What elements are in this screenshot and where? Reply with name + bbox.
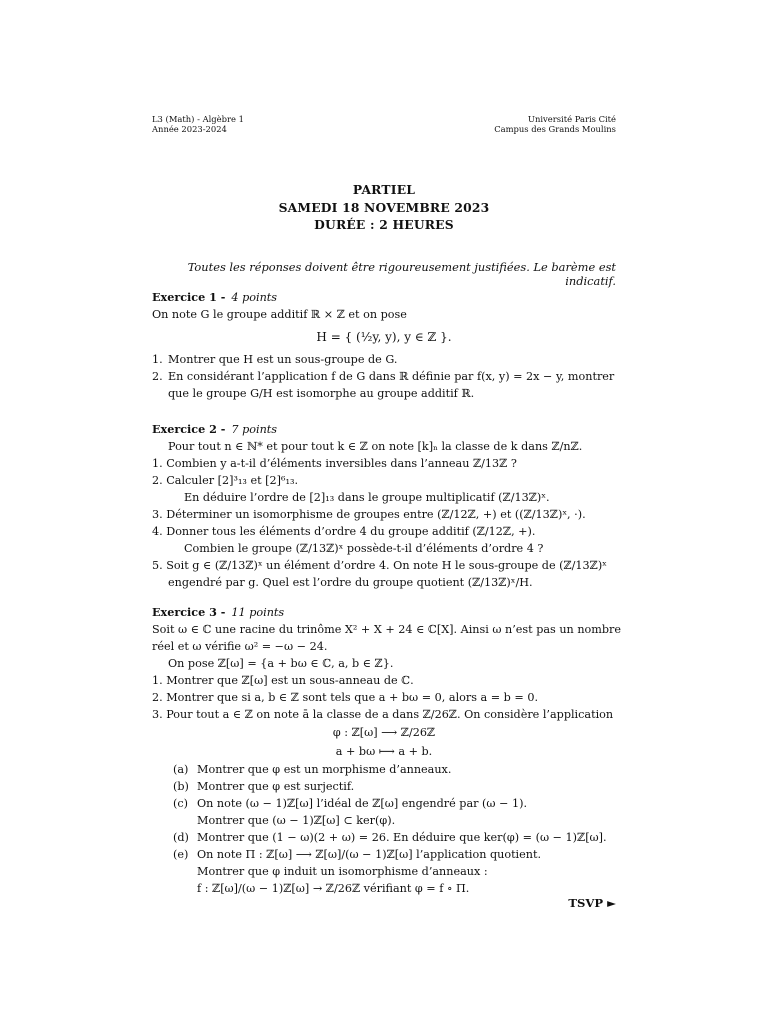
exercise-2-q5: 5. Soit g ∈ (ℤ/13ℤ)ˣ un élément d’ordre 4. On note H le sous-groupe de (ℤ/13ℤ)ˣ	[152, 559, 607, 572]
part-d-text: Montrer que (1 − ω)(2 + ω) = 26. En déduire que ker(φ) = (ω − 1)ℤ[ω].	[197, 831, 607, 844]
title-line-2: SAMEDI 18 NOVEMBRE 2023	[278, 199, 490, 215]
part-c-label: (c)	[173, 797, 188, 810]
exercise-1-q2-line2: que le groupe G/H est isomorphe au groupe additif ℝ.	[168, 387, 475, 400]
exercise-3-title: Exercice 3 -	[152, 605, 226, 619]
exercise-2-q3: 3. Déterminer un isomorphisme de groupes entre (ℤ/12ℤ, +) et ((ℤ/13ℤ)ˣ, ·).	[152, 508, 586, 521]
part-b-label: (b)	[173, 780, 189, 793]
exercise-2-q2: 2. Calculer [2]³₁₃ et [2]⁶₁₃.	[152, 474, 299, 487]
exercise-3-map-line1: φ : ℤ[ω] ⟶ ℤ/26ℤ	[332, 726, 436, 739]
campus-label: Campus des Grands Moulins	[494, 124, 616, 134]
exercise-2-q2-continued: En déduire l’ordre de [2]₁₃ dans le groupe multiplicatif (ℤ/13ℤ)ˣ.	[184, 491, 550, 504]
title-line-3: DURÉE : 2 HEURES	[314, 217, 454, 232]
exercise-2-q4: 4. Donner tous les éléments d’ordre 4 du groupe additif (ℤ/12ℤ, +).	[152, 525, 536, 538]
exercise-3-points: 11 points	[231, 606, 285, 619]
header-right	[494, 114, 616, 134]
exercise-2	[152, 421, 616, 591]
exercise-1-q1: Montrer que H est un sous-groupe de G.	[168, 353, 398, 366]
year-label: Année 2023-2024	[152, 124, 227, 134]
exercise-2-statement: Pour tout n ∈ ℕ* et pour tout k ∈ ℤ on note [k]ₙ la classe de k dans ℤ/nℤ.	[168, 440, 583, 453]
title-line-1: PARTIEL	[352, 182, 416, 197]
exercise-1-q2-line1: En considérant l’application f de G dans ℝ définie par f(x, y) = 2x − y, montrer	[168, 370, 615, 383]
part-b-text: Montrer que φ est surjectif.	[197, 780, 355, 793]
intro-text: Toutes les réponses doivent être rigoureusement justifiées. Le barème est indicatif.	[187, 260, 616, 288]
exercise-1-q2-number: 2.	[152, 370, 163, 383]
exercise-2-q1: 1. Combien y a-t-il d’éléments inversibles dans l’anneau ℤ/13ℤ ?	[152, 457, 517, 470]
exam-title	[0, 181, 768, 234]
part-c-text: On note (ω − 1)ℤ[ω] l’idéal de ℤ[ω] engendré par (ω − 1).	[197, 797, 528, 810]
part-a-label: (a)	[173, 763, 189, 776]
exercise-3-definition: On pose ℤ[ω] = {a + bω ∈ ℂ, a, b ∈ ℤ}.	[168, 657, 394, 670]
exercise-3-q3: 3. Pour tout a ∈ ℤ on note ā la classe de a dans ℤ/26ℤ. On considère l’application	[152, 708, 614, 721]
part-e-label: (e)	[173, 848, 189, 861]
part-e-text: On note Π : ℤ[ω] ⟶ ℤ[ω]/(ω − 1)ℤ[ω] l’application quotient.	[197, 848, 542, 861]
header-left	[152, 114, 244, 134]
exercise-2-points: 7 points	[231, 423, 278, 436]
part-c-text-continued: Montrer que (ω − 1)ℤ[ω] ⊂ ker(φ).	[197, 814, 396, 827]
exercise-1-statement: On note G le groupe additif ℝ × ℤ et on pose	[152, 308, 407, 321]
exercise-1	[152, 289, 616, 402]
exercise-2-q4-continued: Combien le groupe (ℤ/13ℤ)ˣ possède-t-il d’éléments d’ordre 4 ?	[184, 542, 544, 555]
exercise-1-points: 4 points	[231, 291, 278, 304]
exercise-3	[152, 604, 622, 897]
exercise-1-q1-number: 1.	[152, 353, 163, 366]
exercise-3-q2: 2. Montrer que si a, b ∈ ℤ sont tels que a + bω = 0, alors a = b = 0.	[152, 691, 539, 704]
turn-page-indicator: TSVP ►	[568, 896, 616, 910]
exercise-3-statement-line1: Soit ω ∈ ℂ une racine du trinôme X² + X + 24 ∈ ℂ[X]. Ainsi ω n’est pas un nombre	[152, 623, 622, 636]
exercise-3-q1: 1. Montrer que ℤ[ω] est un sous-anneau de ℂ.	[152, 674, 414, 687]
course-label: L3 (Math) - Algèbre 1	[152, 114, 244, 124]
part-e-text-line3: f : ℤ[ω]/(ω − 1)ℤ[ω] → ℤ/26ℤ vérifiant φ = f ∘ Π.	[197, 882, 470, 895]
university-label: Université Paris Cité	[527, 114, 616, 124]
exercise-2-title: Exercice 2 -	[152, 422, 226, 436]
exercise-1-formula: H = { (½y, y), y ∈ ℤ }.	[316, 330, 452, 344]
exercise-3-map-line2: a + bω ⟼ a + b.	[335, 745, 433, 758]
exercise-1-title: Exercice 1 -	[152, 290, 226, 304]
part-a-text: Montrer que φ est un morphisme d’anneaux.	[197, 763, 452, 776]
exercise-2-q5-continued: engendré par g. Quel est l’ordre du groupe quotient (ℤ/13ℤ)ˣ/H.	[168, 576, 533, 589]
part-d-label: (d)	[173, 831, 189, 844]
part-e-text-line2: Montrer que φ induit un isomorphisme d’anneaux :	[197, 865, 488, 878]
exercise-3-statement-line2: réel et ω vérifie ω² = −ω − 24.	[152, 640, 328, 653]
